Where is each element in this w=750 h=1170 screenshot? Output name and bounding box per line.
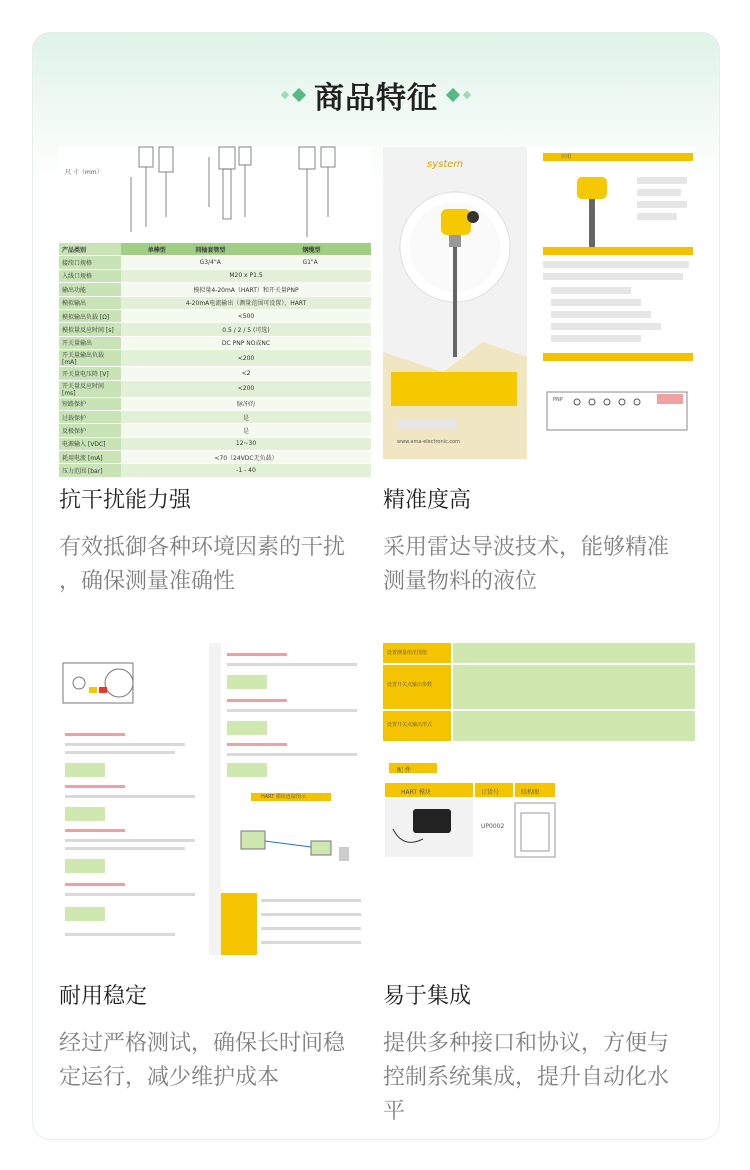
- brochure-section-title: 应用: [561, 154, 572, 160]
- accessory-title: 配 件: [397, 767, 411, 774]
- brochure-left-page: [383, 147, 527, 459]
- brochure-right-page: [537, 147, 695, 459]
- feature-desc-line: 测量物料的液位: [383, 569, 538, 594]
- spec-value: 是: [121, 424, 371, 437]
- hart-connection-diagram: [221, 811, 371, 891]
- left-diamond-icon: [282, 90, 304, 100]
- spec-value: 0.5 / 2 / 5 (可选): [121, 323, 371, 336]
- dimension-label: 尺 寸（mm）: [65, 169, 103, 176]
- feature-title: 耐用稳定: [59, 984, 148, 1009]
- feature-description: [383, 531, 701, 599]
- sensor-illustration: [383, 147, 527, 459]
- setting-row-label: 设置测量组范围值: [387, 650, 428, 656]
- spec-value: 12~30: [121, 437, 371, 450]
- spec-label: 输出功能: [59, 283, 121, 296]
- spec-label: 开关量电压降 [V]: [59, 367, 121, 380]
- spec-value: G3/4"A: [121, 256, 299, 269]
- feature-image-spec-sheet: [59, 147, 371, 476]
- spec-header-cell: 单棒型: [121, 243, 192, 256]
- spec-label: 模拟输出: [59, 296, 121, 309]
- manual-left-page: [59, 643, 209, 955]
- spec-label: 过载保护: [59, 410, 121, 423]
- feature-desc-line: 采用雷达导波技术，能够精准: [383, 535, 670, 560]
- pnp-label: PNP: [553, 397, 563, 403]
- right-diamond-icon: [448, 90, 470, 100]
- spec-value: <200: [121, 350, 371, 367]
- spec-label: 反极保护: [59, 424, 121, 437]
- product-features-card: [32, 32, 720, 1140]
- website-label: www.ama-electronic.com: [397, 439, 461, 445]
- spec-value: <70（24VDC无负载）: [121, 451, 371, 464]
- spec-label: 短路保护: [59, 397, 121, 410]
- feature-image-manual: [59, 643, 371, 955]
- spec-label: 模拟量反应时间 [s]: [59, 323, 121, 336]
- accessory-header: HART 模块: [401, 789, 431, 796]
- spec-table: [59, 243, 371, 478]
- dimension-drawing: [59, 147, 371, 243]
- feature-title: 抗干扰能力强: [59, 488, 192, 513]
- spec-label: 压力范围 [bar]: [59, 464, 121, 477]
- spec-value: 4-20mA电流输出（测量范围可设置），HART: [121, 296, 371, 309]
- feature-desc-line: 定运行，减少维护成本: [59, 1065, 280, 1090]
- section-header: [33, 73, 719, 117]
- spec-label: 开关量输出: [59, 336, 121, 349]
- setting-row-label: 设置开关点输出参数: [387, 682, 433, 688]
- wiring-diagram: [537, 372, 695, 452]
- setting-row-label: 设置开关点输出形式: [387, 722, 433, 728]
- feature-image-brochure: [383, 147, 695, 459]
- spec-label: 入线口规格: [59, 269, 121, 282]
- feature-title: 易于集成: [383, 984, 472, 1009]
- feature-desc-line: 有效抵御各种环境因素的干扰: [59, 535, 346, 560]
- accessory-header: 订货号: [481, 789, 500, 796]
- spec-header-cell: 钢缆型: [299, 243, 371, 256]
- manual-right-page: [221, 643, 371, 955]
- feature-desc-line: 控制系统集成，提升自动化水: [383, 1065, 670, 1090]
- spec-value: -1 - 40: [121, 464, 371, 477]
- spec-value: <500: [121, 309, 371, 322]
- brand-text: system: [427, 159, 464, 170]
- spec-header-cell: 同轴套管型: [192, 243, 299, 256]
- feature-image-accessory: [383, 643, 695, 955]
- spec-value: G1"A: [299, 256, 371, 269]
- spec-header-cell: 产品类别: [59, 243, 121, 256]
- hart-label: HART 模块连接图示: [261, 794, 306, 800]
- spec-label: 电源输入 [VDC]: [59, 437, 121, 450]
- order-number: UP0002: [481, 823, 505, 830]
- section-title: 商品特征: [314, 81, 438, 116]
- feature-description: [383, 1027, 701, 1129]
- spec-value: 模拟量4-20mA（HART）和开关量PNP: [121, 283, 371, 296]
- hart-module-photo: [383, 799, 695, 879]
- feature-desc-line: 提供多种接口和协议，方便与: [383, 1031, 670, 1056]
- feature-desc-line: 经过严格测试，确保长时间稳: [59, 1031, 346, 1056]
- feature-description: [59, 531, 377, 599]
- spec-label: 开关量输出负载 [mA]: [59, 350, 121, 367]
- spec-value: M20 x P1.5: [121, 269, 371, 282]
- spec-value: 脉冲的: [121, 397, 371, 410]
- spec-value: <200: [121, 380, 371, 397]
- spec-label: 模拟输出负载 [Ω]: [59, 309, 121, 322]
- spec-label: 开关量反应时间 [ms]: [59, 380, 121, 397]
- feature-desc-line: ，确保测量准确性: [59, 569, 236, 594]
- feature-description: [59, 1027, 377, 1095]
- accessory-header: 结构图: [521, 789, 540, 796]
- spec-value: <2: [121, 367, 371, 380]
- spec-label: 耗用电流 [mA]: [59, 451, 121, 464]
- spec-value: DC PNP NO或NC: [121, 336, 371, 349]
- spec-label: 接续口规格: [59, 256, 121, 269]
- feature-desc-line: 平: [383, 1099, 406, 1124]
- spec-value: 是: [121, 410, 371, 423]
- feature-title: 精准度高: [383, 488, 472, 513]
